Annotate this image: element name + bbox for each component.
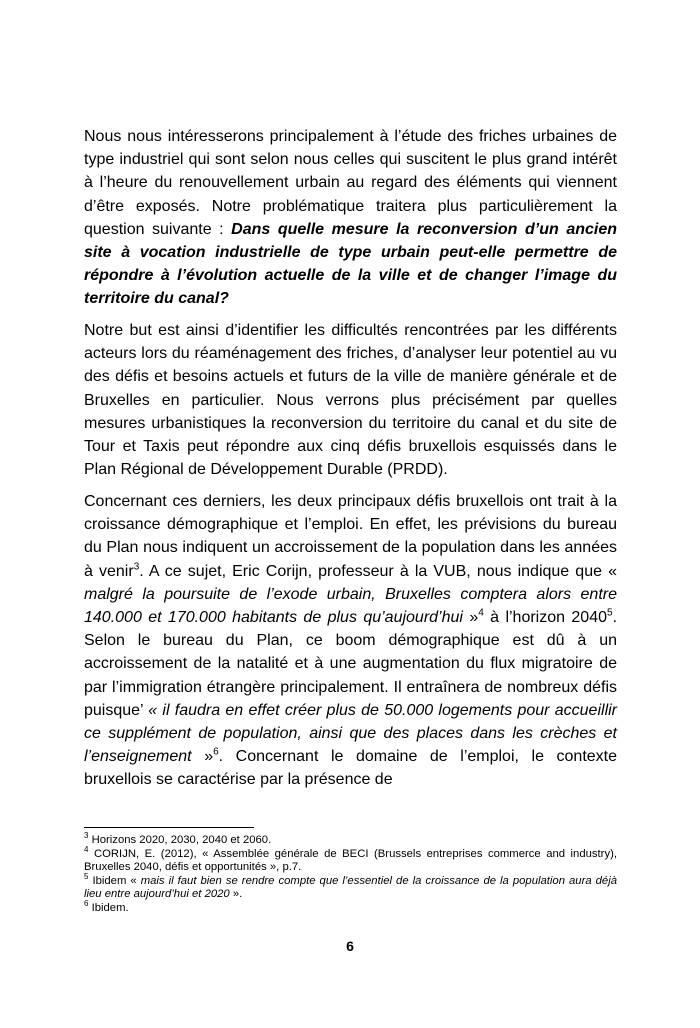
footnote-4	[84, 844, 617, 875]
footnotes	[84, 831, 617, 916]
footnote-quote: mais il faut bien se rendre compte que l’essentiel de la croissance de la population aura déjà lieu entre aujourd’hui et 2020	[84, 874, 617, 901]
footnote-number: 4	[84, 844, 89, 854]
footnote-number: 3	[84, 831, 89, 841]
research-question: Dans quelle mesure la reconversion d’un ancien site à vocation industrielle de type urbain peut-elle permettre de répondre à l’évolution actuelle de la ville et de changer l’image du territoire du canal?	[84, 220, 617, 308]
footnote-text: Ibidem.	[88, 901, 129, 914]
paragraph-defis	[84, 490, 617, 792]
footnote-3	[84, 831, 617, 848]
footnote-text: Horizons 2020, 2030, 2040 et 2060.	[88, 834, 272, 846]
footnote-ref[interactable]: 5	[607, 607, 613, 619]
paragraph-objectif	[84, 319, 617, 481]
footnote-number: 6	[84, 899, 89, 909]
footnote-separator	[84, 827, 254, 828]
footnote-ref[interactable]: 3	[133, 561, 140, 573]
paragraph-text: . Concernant le domaine de l’emploi, le contexte bruxellois se caractérise par la présence de	[84, 748, 618, 789]
footnote-text: CORIJN, E. (2012), « Assemblée générale de BECI (Brussels entreprises commerce and industry), Bruxelles 2040, défis et opportunités », p.7.	[84, 847, 617, 874]
paragraph-text: »	[462, 609, 479, 627]
paragraph-text: Concernant ces derniers, les deux principaux défis bruxellois ont trait à la croissance démographique et l’emploi. En effet, les prévisions du bureau du Plan nous indiquent un accroissement de la population dans les années à venir	[84, 493, 617, 580]
paragraph-text: Notre but est ainsi d’identifier les difficultés rencontrées par les différents acteurs lors du réaménagement des friches, d’analyser leur potentiel au vu des défis et besoins actuels et futurs de la ville de manière générale et de Bruxelles en particulier. Nous verrons plus précisément par quelles mesures urbanistiques la reconversion du territoire du canal et du site de Tour et Taxis peut répondre aux cinq défis bruxellois esquissés dans le Plan Régional de Développement Durable (PRDD).	[84, 322, 617, 479]
paragraph-text: . Selon le bureau du Plan, ce boom démographique est dû à un accroissement de la natalité et à une augmentation du flux migratoire de par l’immigration étrangère principalement. Il entraînera de nombreux défis puisque’	[84, 609, 618, 719]
quote-logements: « il faudra en effet créer plus de 50.000 logements pour accueillir ce supplément de population, ainsi que des places dans les crèches et l’enseignement	[84, 701, 618, 766]
paragraph-text: »	[191, 748, 214, 766]
paragraph-text: Nous nous intéresserons principalement à l’étude des friches urbaines de type industriel qui sont selon nous celles qui suscitent le plus grand intérêt à l’heure du renouvellement urbain au regard des éléments qui viennent d’être exposés. Notre problématique traitera plus particulièrement la question suivante :	[84, 128, 617, 238]
footnote-5	[84, 872, 617, 902]
page-number: 6	[346, 938, 354, 954]
paragraph-text: à l’horizon 2040	[483, 609, 608, 627]
footnote-text: Ibidem «	[88, 874, 141, 887]
footnote-ref[interactable]: 4	[478, 607, 484, 619]
paragraph-problematique	[84, 125, 617, 311]
footnote-ref[interactable]: 6	[213, 746, 219, 758]
footnote-6	[84, 899, 617, 916]
footnote-text: ».	[229, 888, 243, 901]
paragraph-text: . A ce sujet, Eric Corijn, professeur à la VUB, nous indique que «	[139, 562, 618, 580]
quote-corijn: malgré la poursuite de l’exode urbain, Bruxelles comptera alors entre 140.000 et 170.000 habitants de plus qu’aujourd’hui	[84, 585, 617, 627]
footnote-number: 5	[84, 872, 89, 882]
